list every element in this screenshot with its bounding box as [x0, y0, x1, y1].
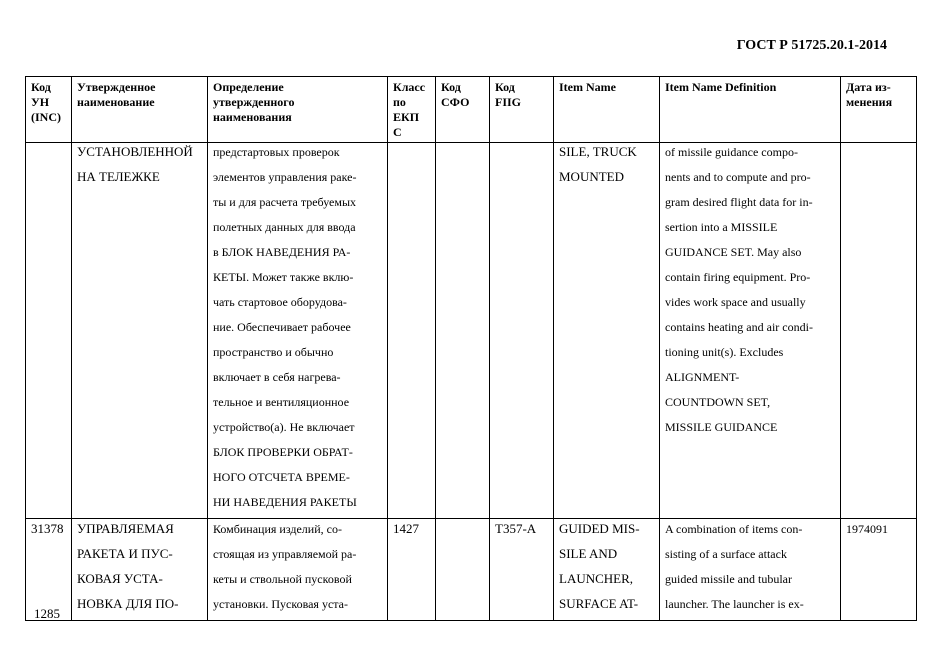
cell-approved-name: УПРАВЛЯЕМАЯ РАКЕТА И ПУС- КОВАЯ УСТА- НОВКА ДЛЯ ПО- — [72, 519, 208, 621]
cell-item-name-definition: of missile guidance compo- nents and to compute and pro- gram desired flight data for in- sertion into a MISSILE GUIDANCE SET. May also contain firing equipment. Pro- vides work space and usually contains heating and air condi- tioning unit(s). Excludes ALIGNMENT- COUNTDOWN SET, MISSILE GUIDANCE — [660, 143, 841, 519]
header-row — [26, 77, 917, 143]
page-number: 1285 — [34, 606, 60, 621]
standard-designation: ГОСТ Р 51725.20.1-2014 — [736, 38, 887, 53]
cell-definition: предстартовых проверок элементов управления раке- ты и для расчета требуемых полетных данных для ввода в БЛОК НАВЕДЕНИЯ РА- КЕТЫ. Может также вклю- чать стартовое оборудова- ние. Обеспечивает рабочее пространство и обычно включает в себя нагрева- тельное и вентиляционное устройство(а). Не включает БЛОК ПРОВЕРКИ ОБРАТ- НОГО ОТСЧЕТА ВРЕМЕ- НИ НАВЕДЕНИЯ РАКЕТЫ — [208, 143, 388, 519]
cell-class: 1427 — [388, 519, 436, 621]
cell-change-date — [841, 143, 917, 519]
table-row — [26, 519, 917, 621]
col-header-sfo: Код СФО — [436, 77, 490, 143]
cell-inc — [26, 143, 72, 519]
cell-sfo — [436, 519, 490, 621]
cell-class — [388, 143, 436, 519]
cell-fiig: T357-A — [490, 519, 554, 621]
cell-definition: Комбинация изделий, со- стоящая из управляемой ра- кеты и ствольной пусковой установки. Пусковая уста- — [208, 519, 388, 621]
cell-change-date: 1974091 — [841, 519, 917, 621]
col-header-item-name-definition: Item Name Definition — [660, 77, 841, 143]
cell-item-name: GUIDED MIS- SILE AND LAUNCHER, SURFACE AT- — [554, 519, 660, 621]
col-header-item-name: Item Name — [554, 77, 660, 143]
cell-item-name-definition: A combination of items con- sisting of a surface attack guided missile and tubular launcher. The launcher is ex- — [660, 519, 841, 621]
cell-sfo — [436, 143, 490, 519]
cell-fiig — [490, 143, 554, 519]
col-header-change-date: Дата из- менения — [841, 77, 917, 143]
table-row — [26, 143, 917, 519]
classification-table — [25, 76, 917, 621]
cell-inc: 31378 — [26, 519, 72, 621]
col-header-approved-name: Утвержденное наименование — [72, 77, 208, 143]
col-header-class: Класс по ЕКП С — [388, 77, 436, 143]
cell-item-name: SILE, TRUCK MOUNTED — [554, 143, 660, 519]
col-header-definition: Определение утвержденного наименования — [208, 77, 388, 143]
col-header-inc: Код УН (INC) — [26, 77, 72, 143]
col-header-fiig: Код FIIG — [490, 77, 554, 143]
cell-approved-name: УСТАНОВЛЕННОЙ НА ТЕЛЕЖКЕ — [72, 143, 208, 519]
